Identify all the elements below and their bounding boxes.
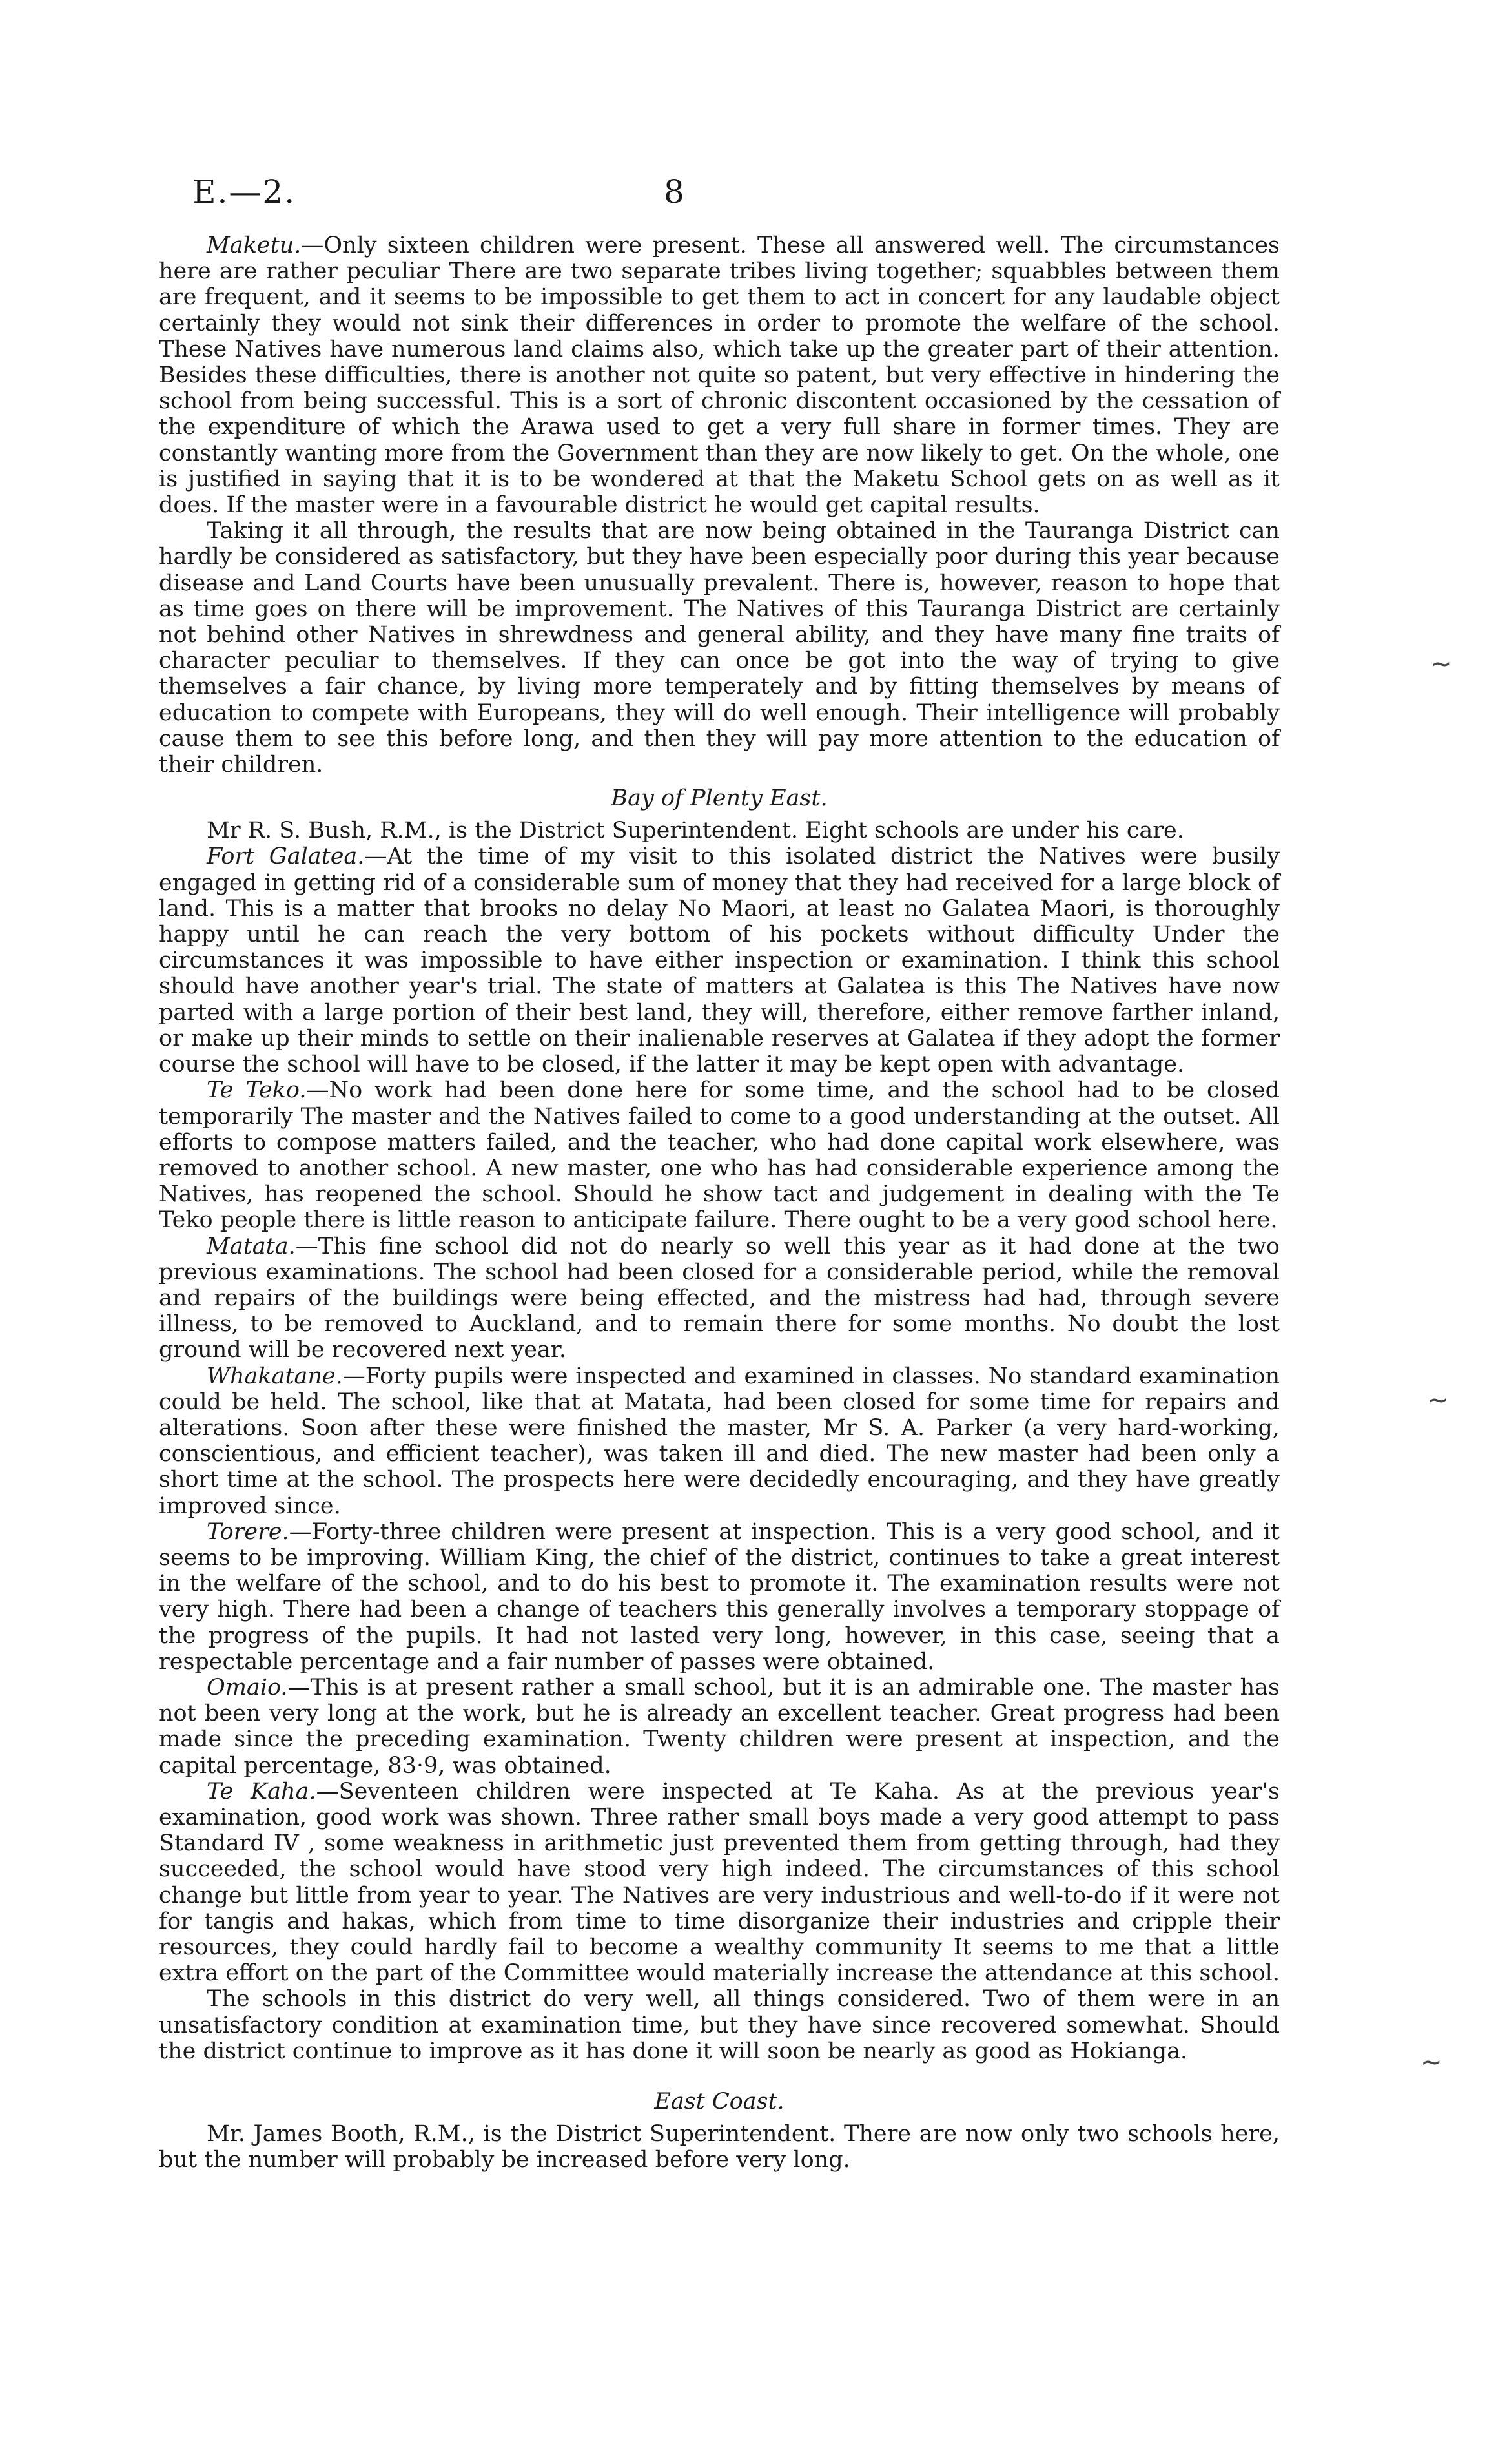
paragraph-whakatane (159, 1363, 1280, 1519)
paragraph-text: —This is at present rather a small school, but it is an admirable one. The master has not been very long at the work, but he is already an excellent teacher. Great progress had been made since the preceding examination. Twenty children were present at inspection, and the capital percentage, 83·9, was obtained. (159, 1674, 1280, 1779)
paragraph-fort-galatea (159, 844, 1280, 1077)
page-header (192, 173, 1290, 218)
paragraph-lead: Torere. (207, 1518, 289, 1545)
margin-mark-icon: ~ (1420, 2047, 1442, 2077)
section-heading-east-coast: East Coast. (654, 2089, 785, 2115)
paragraph-text: Mr. James Booth, R.M., is the District Superintendent. There are now only two schools here, but the number will probably be increased before very long. (159, 2121, 1280, 2173)
paragraph-torere (159, 1519, 1280, 1675)
paragraph-omaio (159, 1675, 1280, 1779)
paragraph-maketu (159, 233, 1280, 518)
paragraph-text: Mr R. S. Bush, R.M., is the District Superintendent. Eight schools are under his care. (207, 818, 1184, 844)
margin-mark-icon: ~ (1430, 649, 1452, 679)
paragraph-lead: Omaio. (207, 1674, 288, 1701)
paragraph-lead: Maketu. (207, 233, 302, 258)
paragraph-district-summary (159, 1986, 1280, 2064)
paragraph-te-kaha (159, 1779, 1280, 1987)
paragraph-text: —Seventeen children were inspected at Te Kaha. As at the previous year's examination, good work was shown. Three rather small boys made a very good attempt to pass Standard IV , some weakness in arithmetic just prevented them from getting through, had they succeeded, the school would have stood very high indeed. The circumstances of this school change but little from year to year. The Natives are very industrious and well-to-do if it were not for tangis and hakas, which from time to time disorganize their industries and cripple their resources, they could hardly fail to become a wealthy community It seems to me that a little extra effort on the part of the Committee would materially increase the attendance at this school. (159, 1778, 1280, 1987)
page-body (159, 233, 1280, 2173)
paragraph-text: —At the time of my visit to this isolated district the Natives were busily engaged in getting rid of a considerable sum of money that they had received for a large block of land. This is a matter that brooks no delay No Maori, at least no Galatea Maori, is thoroughly happy until he can reach the very bottom of his pockets without difficulty Under the circumstances it was impossible to have either inspection or examination. I think this school should have another year's trial. The state of matters at Galatea is this The Natives have now parted with a large portion of their best land, they will, therefore, either remove farther inland, or make up their minds to settle on their inalienable reserves at Galatea if they adopt the former course the school will have to be closed, if the latter it may be kept open with advantage. (159, 844, 1280, 1078)
paragraph-text: The schools in this district do very well, all things considered. Two of them were in an unsatisfactory condition at examination time, but they have since recovered somewhat. Should the district continue to improve as it has done it will soon be nearly as good as Hokianga. (159, 1986, 1280, 2064)
paragraph-lead: Te Teko. (207, 1077, 307, 1104)
paragraph-text: —Only sixteen children were present. These all answered well. The circumstances here are rather peculiar There are two separate tribes living together; squabbles between them are frequent, and it seems to be impossible to get them to act in concert for any laudable object certainly they would not sink their differences in order to promote the welfare of the school. These Natives have numerous land claims also, which take up the greater part of their attention. Besides these difficulties, there is another not quite so patent, but very effective in hindering the school from being successful. This is a sort of chronic discontent occasioned by the cessation of the expenditure of which the Arawa used to get a very full share in former times. They are constantly wanting more from the Government than they are now likely to get. On the whole, one is justified in saying that it is to be wondered at that the Maketu School gets on as well as it does. If the master were in a favourable district he would get capital results. (159, 233, 1280, 519)
section-heading-bay-of-plenty-east: Bay of Plenty East. (611, 785, 828, 812)
paragraph-text: —Forty pupils were inspected and examined in classes. No standard examination could be held. The school, like that at Matata, had been closed for some time for repairs and alterations. Soon after these were finished the master, Mr S. A. Parker (a very hard-working, conscientious, and efficient teacher), was taken ill and died. The new master had been only a short time at the school. The prospects here were decidedly encouraging, and they have greatly improved since. (159, 1363, 1280, 1519)
paragraph-text: Taking it all through, the results that are now being obtained in the Tauranga District can hardly be considered as satisfactory, but they have been especially poor during this year because disease and Land Courts have been unusually prevalent. There is, however, reason to hope that as time goes on there will be improvement. The Natives of this Tauranga District are certainly not behind other Natives in shrewdness and general ability, and they have many fine traits of character peculiar to themselves. If they can once be got into the way of trying to give themselves a fair chance, by living more temperately and by fitting themselves by means of education to compete with Europeans, they will do well enough. Their intelligence will probably cause them to see this before long, and then they will pay more attention to the education of their children. (159, 518, 1280, 778)
paragraph-text: —Forty-three children were present at inspection. This is a very good school, and it seems to be improving. William King, the chief of the district, continues to take a great interest in the welfare of the school, and to do his best to promote it. The examination results were not very high. There had been a change of teachers this generally involves a temporary stoppage of the progress of the pupils. It had not lasted very long, however, in this case, seeing that a respectable percentage and a fair number of passes were obtained. (159, 1518, 1280, 1675)
paragraph-superintendent-booth (159, 2121, 1280, 2173)
paragraph-tauranga-summary (159, 518, 1280, 778)
document-reference: E.—2. (192, 173, 296, 211)
paragraph-superintendent-bush (159, 818, 1280, 844)
margin-mark-icon: ~ (1427, 1385, 1449, 1415)
paragraph-te-teko (159, 1077, 1280, 1233)
paragraph-matata (159, 1234, 1280, 1363)
paragraph-text: —This fine school did not do nearly so well this year as it had done at the two previous examinations. The school had been closed for a considerable period, while the removal and repairs of the buildings were being effected, and the mistress had had, through severe illness, to be removed to Auckland, and to remain there for some months. No doubt the lost ground will be recovered next year. (159, 1233, 1280, 1363)
paragraph-text: —No work had been done here for some time, and the school had to be closed temporarily The master and the Natives failed to come to a good understanding at the outset. All efforts to compose matters failed, and the teacher, who had done capital work elsewhere, was removed to another school. A new master, one who has had considerable experience among the Natives, has reopened the school. Should he show tact and judgement in dealing with the Te Teko people there is little reason to anticipate failure. There ought to be a very good school here. (159, 1077, 1280, 1234)
paragraph-lead: Fort Galatea. (207, 844, 365, 870)
paragraph-lead: Te Kaha. (207, 1778, 316, 1805)
paragraph-lead: Matata. (207, 1233, 296, 1259)
paragraph-lead: Whakatane. (207, 1363, 343, 1389)
page-number: 8 (664, 173, 684, 211)
